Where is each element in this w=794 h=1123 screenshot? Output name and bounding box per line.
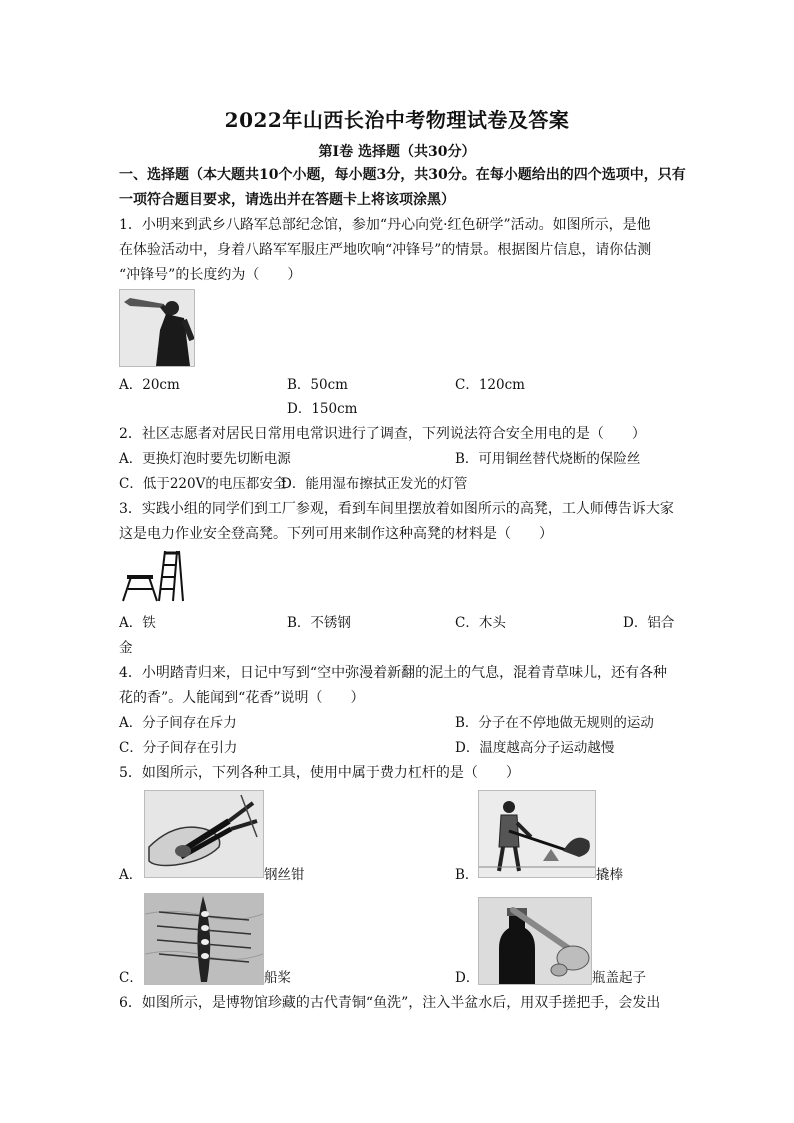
bugler-photo [119, 289, 195, 367]
q3-option-c: C．木头 [455, 615, 506, 631]
q3-stem-line2: 这是电力作业安全登高凳。下列可用来制作这种高凳的材料是（ ） [119, 526, 553, 542]
q5-option-d-label: 瓶盖起子 [592, 970, 646, 986]
q3-option-d: D．铝合 [623, 615, 675, 631]
q5-option-b-letter: B． [455, 867, 479, 883]
q1-option-b: B．50cm [287, 377, 348, 393]
q4-stem-line1: 4．小明踏青归来，日记中写到“空中弥漫着新翻的泥土的气息，混着青草味儿，还有各种 [119, 665, 668, 681]
q1-stem-line1: 1．小明来到武乡八路军总部纪念馆，参加“丹心向党·红色研学”活动。如图所示，是他 [119, 217, 651, 233]
q4-option-a: A．分子间存在斥力 [119, 715, 237, 731]
section-instruction-line2: 一项符合题目要求，请选出并在答题卡上将该项涂黑） [119, 192, 455, 208]
stool-image [119, 549, 189, 604]
q1-option-d: D．150cm [287, 401, 358, 417]
q1-stem-line2: 在体验活动中，身着八路军军服庄严地吹响“冲锋号”的情景。根据图片信息，请你估测 [119, 242, 652, 258]
q5-option-a-letter: A． [119, 867, 143, 883]
q3-option-a: A．铁 [119, 615, 156, 631]
q2-option-d: D．能用湿布擦拭正发光的灯管 [281, 476, 468, 492]
pliers-image [144, 790, 264, 878]
q5-option-a-label: 钢丝钳 [264, 867, 305, 883]
q2-option-c: C．低于220V的电压都安全 [119, 476, 287, 492]
page-title: 2022年山西长治中考物理试卷及答案 [224, 108, 570, 132]
rowing-boat-image [144, 893, 264, 985]
q6-stem-line1: 6．如图所示，是博物馆珍藏的古代青铜“鱼洗”，注入半盆水后，用双手搓把手，会发出 [119, 995, 661, 1011]
q3-option-d-continued: 金 [119, 640, 133, 656]
q4-stem-line2: 花的香”。人能闻到“花香”说明（ ） [119, 690, 365, 706]
q1-option-c: C．120cm [455, 377, 525, 393]
q2-option-b: B．可用铜丝替代烧断的保险丝 [455, 451, 641, 467]
q5-option-c-letter: C． [119, 970, 143, 986]
q3-option-b: B．不锈钢 [287, 615, 351, 631]
q5-option-c-label: 船桨 [264, 970, 291, 986]
q5-option-d-letter: D． [455, 970, 480, 986]
q2-stem: 2．社区志愿者对居民日常用电常识进行了调查，下列说法符合安全用电的是（ ） [119, 426, 646, 442]
q5-stem: 5．如图所示，下列各种工具，使用中属于费力杠杆的是（ ） [119, 765, 520, 781]
q5-option-b-label: 撬棒 [596, 867, 623, 883]
section-subtitle: 第Ⅰ卷 选择题（共30分） [318, 144, 476, 160]
q4-option-c: C．分子间存在引力 [119, 740, 238, 756]
section-instruction-line1: 一、选择题（本大题共10个小题，每小题3分，共30分。在每小题给出的四个选项中，只有 [119, 167, 686, 183]
q1-stem-line3: “冲锋号”的长度约为（ ） [119, 267, 302, 283]
q4-option-b: B．分子在不停地做无规则的运动 [455, 715, 654, 731]
q3-stem-line1: 3．实践小组的同学们到工厂参观，看到车间里摆放着如图所示的高凳，工人师傅告诉大家 [119, 501, 674, 517]
q4-option-d: D．温度越高分子运动越慢 [455, 740, 615, 756]
q2-option-a: A．更换灯泡时要先切断电源 [119, 451, 291, 467]
bottle-opener-image [478, 897, 592, 985]
q1-option-a: A．20cm [119, 377, 180, 393]
crowbar-image [478, 790, 596, 878]
